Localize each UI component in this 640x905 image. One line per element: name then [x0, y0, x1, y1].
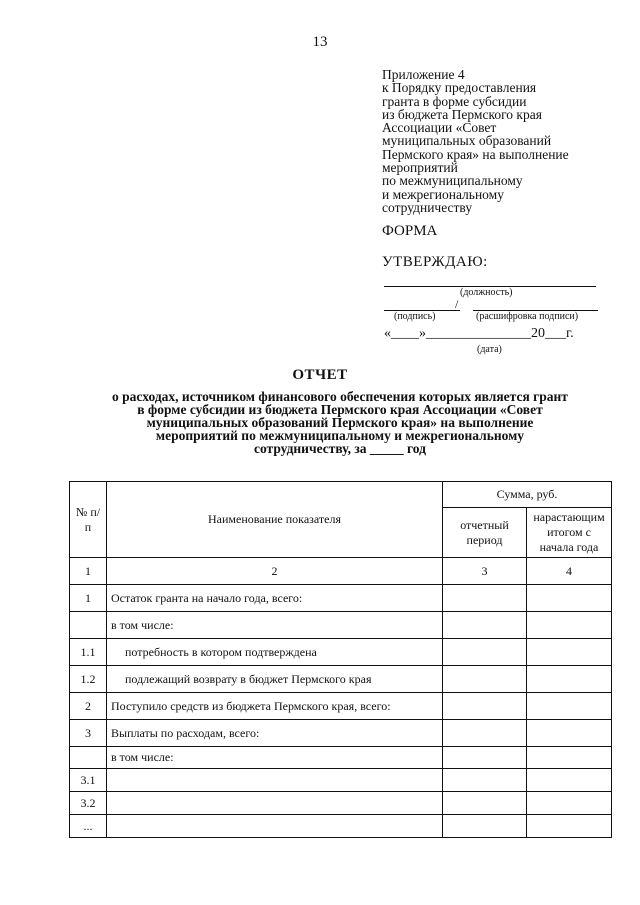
cell-period: [443, 639, 527, 666]
row-num: 2: [70, 693, 107, 720]
report-subtitle-line: в форме субсидии из бюджета Пермского края Ассоциации «Совет: [137, 402, 543, 417]
table-row: [70, 747, 612, 769]
row-name: потребность в котором подтверждена: [107, 639, 443, 666]
header-sum: Сумма, руб.: [443, 482, 612, 508]
column-number: 3: [443, 558, 527, 585]
header-period: отчетный период: [443, 508, 527, 558]
cell-cumulative: [527, 792, 612, 815]
header-name: Наименование показателя: [107, 482, 443, 558]
cell-cumulative: [527, 666, 612, 693]
page-number: 13: [312, 34, 328, 50]
row-name: [107, 792, 443, 815]
table-row: [70, 612, 612, 639]
cell-period: [443, 693, 527, 720]
row-num: 3.2: [70, 792, 107, 815]
cell-cumulative: [527, 639, 612, 666]
report-table: [69, 481, 612, 838]
cell-cumulative: [527, 769, 612, 792]
appendix-line: гранта в форме субсидии: [382, 93, 527, 109]
row-num: ...: [70, 815, 107, 838]
cell-period: [443, 792, 527, 815]
row-name: [107, 769, 443, 792]
appendix-line: по межмуниципальному: [382, 173, 523, 189]
appendix-line: из бюджета Пермского края: [382, 106, 542, 122]
table-header-row: [70, 482, 612, 508]
cell-period: [443, 769, 527, 792]
approve-heading: УТВЕРЖДАЮ:: [382, 254, 488, 270]
appendix-line: и межрегиональному: [382, 186, 504, 202]
column-number: 1: [70, 558, 107, 585]
report-title: ОТЧЕТ: [292, 367, 348, 383]
column-number: 4: [527, 558, 612, 585]
row-name: в том числе:: [107, 612, 443, 639]
table-row: [70, 815, 612, 838]
row-name: Поступило средств из бюджета Пермского края, всего:: [107, 693, 443, 720]
signature-caption: (подпись): [394, 311, 436, 322]
cell-period: [443, 747, 527, 769]
report-subtitle-line: мероприятий по межмуниципальному и межрегиональному: [155, 428, 525, 443]
appendix-line: мероприятий: [382, 160, 458, 176]
table-row: [70, 720, 612, 747]
appendix-block: [382, 68, 632, 214]
table-row: [70, 639, 612, 666]
row-num: [70, 747, 107, 769]
form-label: ФОРМА: [382, 223, 438, 239]
table-row: [70, 666, 612, 693]
table-row: [70, 585, 612, 612]
header-num: № п/п: [70, 482, 107, 558]
table-row: [70, 693, 612, 720]
report-subtitle-line: о расходах, источником финансового обеспечения которых является грант: [112, 389, 568, 404]
signature-separator: /: [455, 297, 459, 311]
cell-cumulative: [527, 612, 612, 639]
appendix-line: Приложение 4: [382, 67, 465, 82]
cell-cumulative: [527, 747, 612, 769]
row-num: [70, 612, 107, 639]
cell-period: [443, 815, 527, 838]
cell-cumulative: [527, 585, 612, 612]
appendix-line: сотрудничеству: [382, 199, 473, 215]
appendix-line: Пермского края» на выполнение: [382, 146, 569, 162]
appendix-line: к Порядку предоставления: [382, 80, 537, 96]
report-subtitle-line: муниципальных образований Пермского края» на выполнение: [146, 415, 534, 430]
date-caption: (дата): [477, 344, 502, 355]
row-num: 3.1: [70, 769, 107, 792]
row-num: 1: [70, 585, 107, 612]
appendix-line: муниципальных образований: [382, 133, 552, 149]
row-num: 1.2: [70, 666, 107, 693]
appendix-line: Ассоциации «Совет: [382, 120, 497, 136]
report-subtitle: [70, 390, 610, 455]
cell-cumulative: [527, 720, 612, 747]
cell-cumulative: [527, 693, 612, 720]
row-name: Выплаты по расходам, всего:: [107, 720, 443, 747]
header-cumulative: нарастающим итогом с начала года: [527, 508, 612, 558]
row-name: в том числе:: [107, 747, 443, 769]
table-row: [70, 769, 612, 792]
cell-period: [443, 720, 527, 747]
row-name: подлежащий возврату в бюджет Пермского края: [107, 666, 443, 693]
cell-period: [443, 666, 527, 693]
decoding-caption: (расшифровка подписи): [476, 311, 579, 322]
report-subtitle-line: сотрудничеству, за _____ год: [253, 441, 426, 456]
cell-period: [443, 612, 527, 639]
cell-period: [443, 585, 527, 612]
row-name: [107, 815, 443, 838]
table-row: [70, 792, 612, 815]
column-numbers-row: [70, 558, 612, 585]
row-num: 3: [70, 720, 107, 747]
position-caption: (должность): [460, 287, 513, 298]
row-num: 1.1: [70, 639, 107, 666]
date-line: «____»_______________20___г.: [384, 326, 574, 341]
column-number: 2: [107, 558, 443, 585]
row-name: Остаток гранта на начало года, всего:: [107, 585, 443, 612]
cell-cumulative: [527, 815, 612, 838]
